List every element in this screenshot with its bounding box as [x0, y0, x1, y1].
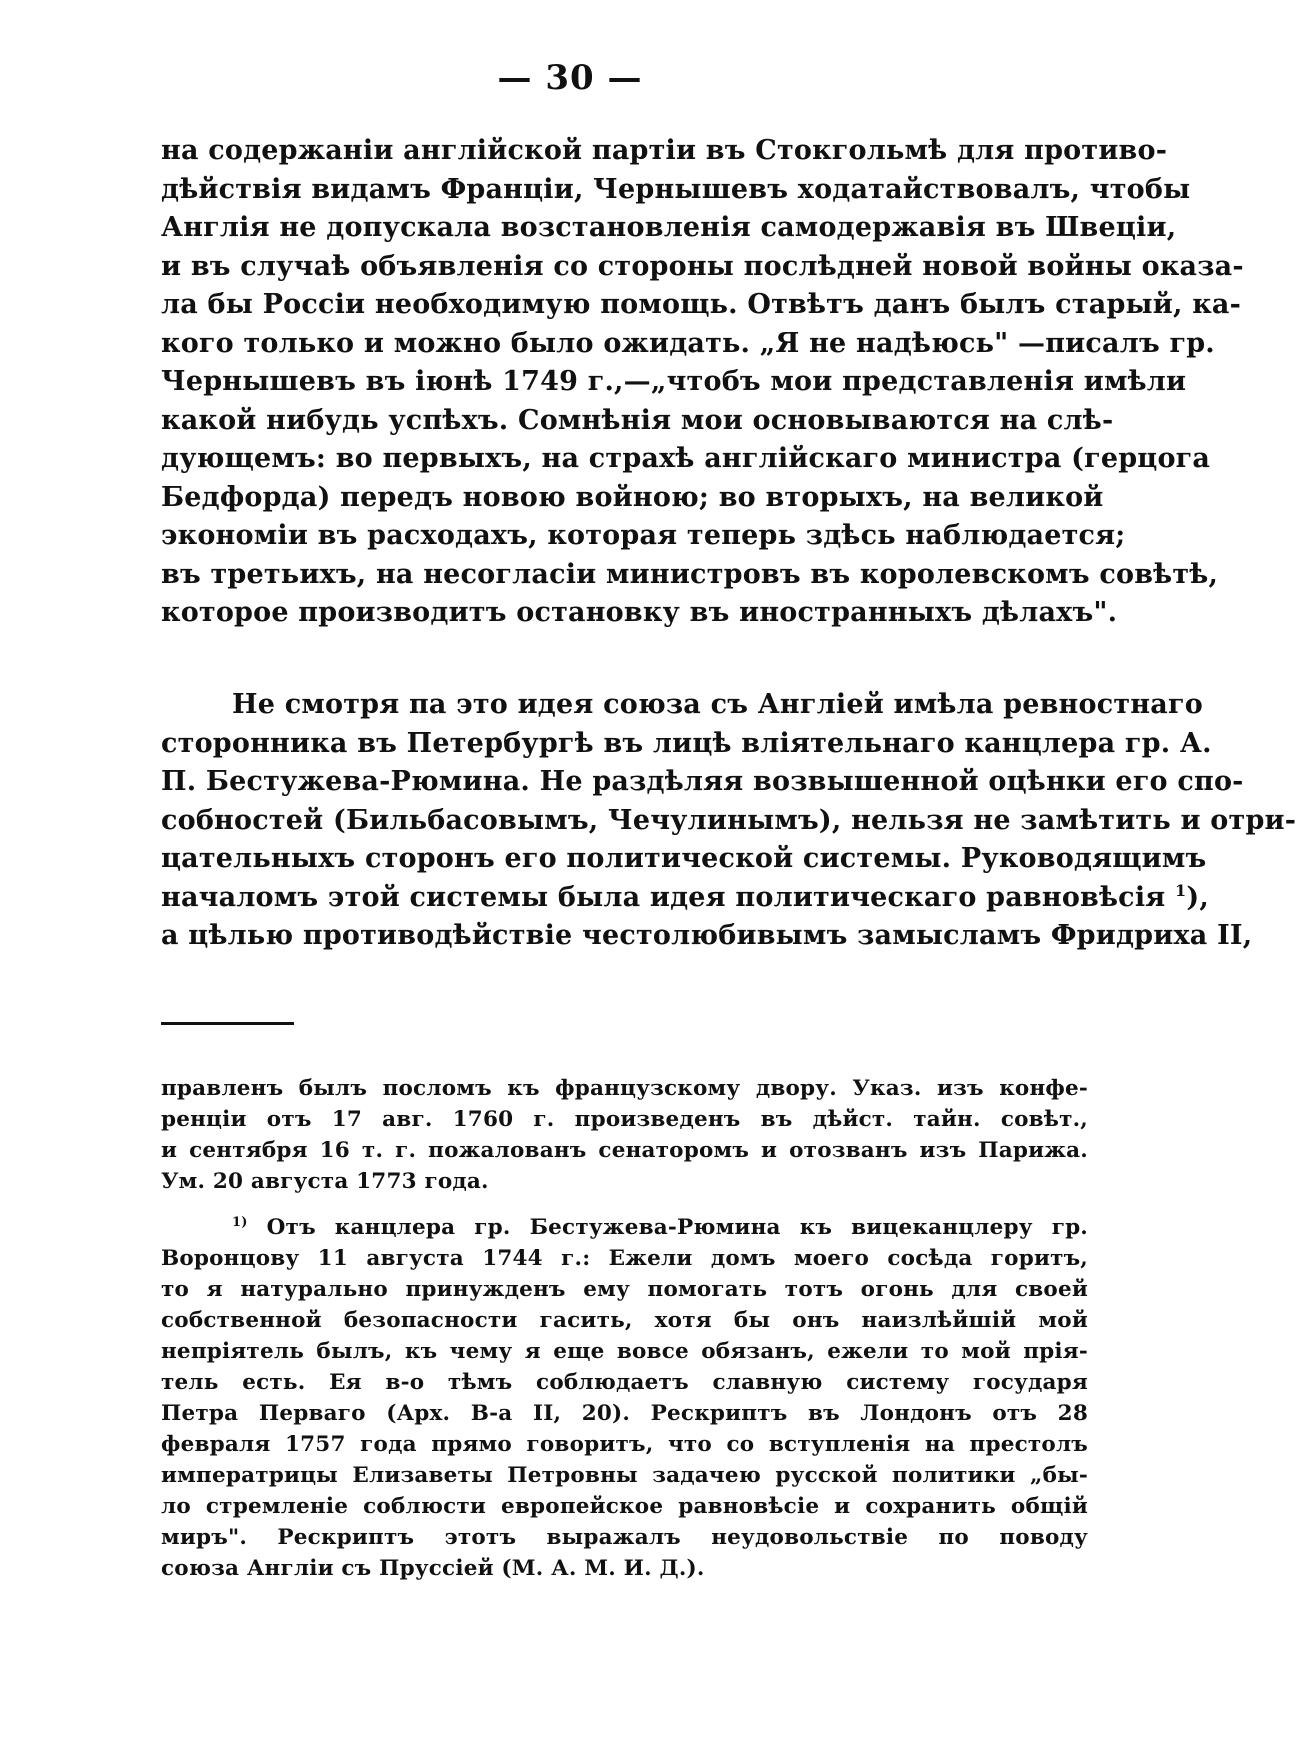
- text-line: экономіи въ расходахъ, которая теперь здѣсь наблюдается;: [161, 520, 1126, 551]
- footnote-continued: [161, 1073, 1088, 1197]
- footnote-reference-close: ),: [1186, 881, 1209, 913]
- footnote-marker: 1): [232, 1214, 248, 1230]
- footnote-line: миръ". Рескриптъ этотъ выражалъ неудовольствіе по поводу: [161, 1525, 1088, 1550]
- text-line: собностей (Бильбасовымъ, Чечулинымъ), нельзя не замѣтить и отри-: [161, 804, 1296, 836]
- footnote-reference: 1: [1175, 880, 1187, 900]
- text-line: Англія не допускала возстановленія самодержавія въ Швеціи,: [161, 212, 1177, 243]
- footnote-line-first: [161, 1212, 1088, 1243]
- text-line: цательныхъ сторонъ его политической системы. Руководящимъ: [161, 843, 1207, 874]
- footnote-line: ло стремленіе соблюсти европейское равновѣсіе и сохранить общій: [161, 1494, 1088, 1519]
- paragraph-2: [161, 686, 1296, 956]
- page-number: — 30 —: [497, 58, 643, 98]
- text-line: и въ случаѣ объявленія со стороны послѣдней новой войны оказа-: [161, 250, 1244, 282]
- footnote-line: Ум. 20 августа 1773 года.: [161, 1169, 489, 1194]
- text-line: Не смотря па это идея союза съ Англіей имѣла ревностнаго: [232, 689, 1203, 720]
- text-line: на содержаніи англійской партіи въ Стокгольмѣ для противо-: [161, 135, 1168, 166]
- footnote-line: императрицы Елизаветы Петровны задачею русской политики „бы-: [161, 1463, 1088, 1488]
- footnote-line: тель есть. Ея в-о тѣмъ соблюдаетъ славную систему государя: [161, 1370, 1088, 1395]
- footnote-line: собственной безопасности гасить, хотя бы онъ наизлѣйшій мой: [161, 1308, 1088, 1333]
- footnote-line: февраля 1757 года прямо говоритъ, что со вступленія на престолъ: [161, 1432, 1088, 1457]
- footnote-1: [161, 1212, 1088, 1584]
- footnote-line: ренціи отъ 17 авг. 1760 г. произведенъ въ дѣйст. тайн. совѣт.,: [161, 1107, 1088, 1132]
- footnote-line-body: Отъ канцлера гр. Бестужева-Рюмина къ вицеканцлеру гр.: [266, 1215, 1088, 1240]
- footnote-line: союза Англіи съ Пруссіей (М. А. М. И. Д.).: [161, 1556, 705, 1581]
- footnote-line: то я натурально принужденъ ему помогать тотъ огонь для своей: [161, 1277, 1088, 1302]
- text-line-with-footnote: [161, 879, 1209, 918]
- footnote-line: и сентября 16 т. г. пожалованъ сенаторомъ и отозванъ изъ Парижа.: [161, 1138, 1088, 1163]
- paragraph-1: [161, 132, 1244, 633]
- footnote-line: правленъ былъ посломъ къ французскому двору. Указ. изъ конфе-: [161, 1076, 1088, 1101]
- footnote-separator: [161, 1022, 294, 1025]
- text-line: сторонника въ Петербургѣ въ лицѣ вліятельнаго канцлера гр. А.: [161, 727, 1212, 759]
- text-line: Чернышевъ въ іюнѣ 1749 г.,—„чтобъ мои представленія имѣли: [161, 366, 1187, 397]
- text-line-body: началомъ этой системы была идея политическаго равновѣсія: [161, 881, 1166, 913]
- text-line: П. Бестужева-Рюмина. Не раздѣляя возвышенной оцѣнки его спо-: [161, 766, 1244, 797]
- text-line: Бедфорда) передъ новою войною; во вторыхъ, на великой: [161, 481, 1104, 513]
- text-line: дующемъ: во первыхъ, на страхѣ англійскаго министра (герцога: [161, 443, 1211, 474]
- text-line: какой нибудь успѣхъ. Сомнѣнія мои основываются на слѣ-: [161, 404, 1114, 436]
- text-line: которое производитъ остановку въ иностранныхъ дѣлахъ".: [161, 597, 1118, 628]
- footnote-line: Петра Перваго (Арх. В-а II, 20). Рескриптъ въ Лондонъ отъ 28: [161, 1401, 1088, 1426]
- text-line: а цѣлью противодѣйствіе честолюбивымъ замысламъ Фридриха II,: [161, 920, 1253, 951]
- text-line: дѣйствія видамъ Франціи, Чернышевъ ходатайствовалъ, чтобы: [161, 173, 1191, 205]
- footnote-line: непріятель былъ, къ чему я еще вовсе обязанъ, ежели то мой прія-: [161, 1339, 1088, 1364]
- text-line: ла бы Россіи необходимую помощь. Отвѣтъ данъ былъ старый, ка-: [161, 289, 1242, 320]
- text-line: въ третьихъ, на несогласіи министровъ въ королевскомъ совѣтѣ,: [161, 558, 1219, 590]
- text-line: кого только и можно было ожидать. „Я не надѣюсь" —писалъ гр.: [161, 327, 1215, 359]
- footnote-line: Воронцову 11 августа 1744 г.: Ежели домъ моего сосѣда горитъ,: [161, 1246, 1088, 1271]
